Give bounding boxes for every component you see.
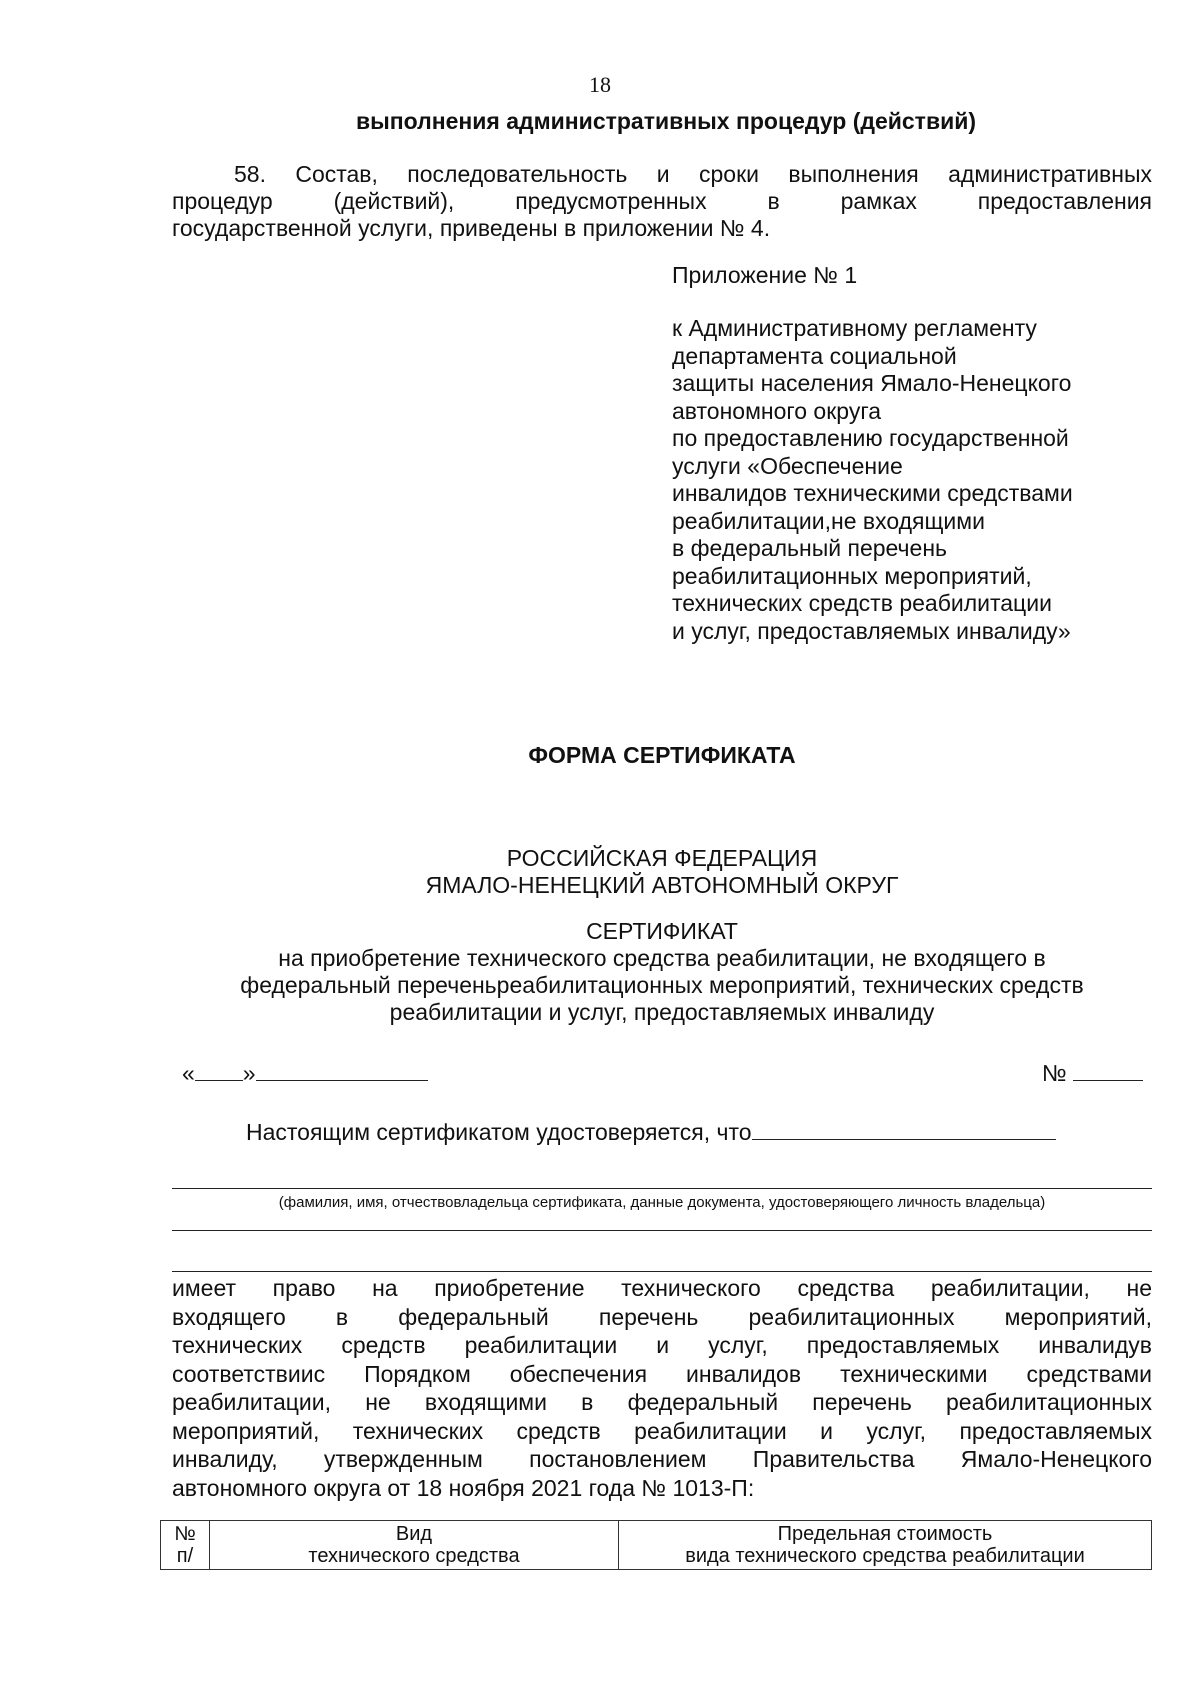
paragraph-line: 58. Состав, последовательность и сроки выполнения административных: [234, 161, 1152, 187]
close-quote: »: [242, 1060, 256, 1086]
owner-line-3: [172, 1271, 1152, 1272]
annex-line: автономного округа: [672, 397, 881, 424]
header-cell-line: Вид: [395, 1523, 433, 1545]
paragraph-line: реабилитации, не входящими в федеральный перечень реабилитационных: [172, 1389, 1152, 1415]
annex-line: услуги «Обеспечение: [672, 452, 903, 479]
open-quote: «: [182, 1060, 195, 1086]
section-heading: выполнения административных процедур (действий): [355, 108, 977, 134]
annex-line: технических средств реабилитации: [672, 590, 1052, 616]
owner-line-2: [172, 1230, 1152, 1231]
tsr-table: [160, 1520, 1152, 1570]
annex-line: реабилитационных мероприятий,: [672, 562, 1032, 589]
header-cell-line: технического средства: [308, 1545, 520, 1567]
annex-reference: [672, 315, 1073, 645]
paragraph-line: автономного округа от 18 ноября 2021 года № 1013-П:: [172, 1474, 755, 1501]
date-field: [182, 1058, 428, 1087]
annex-line: защиты населения Ямало-Ненецкого: [672, 370, 1072, 396]
certificate-subtitle: [172, 945, 1152, 1026]
rights-paragraph: [172, 1274, 1152, 1502]
paragraph-line: входящего в федеральный перечень реабилитационных мероприятий,: [172, 1303, 1152, 1330]
header-cell-max-cost: [619, 1521, 1152, 1570]
paragraph-line: имеет право на приобретение технического средства реабилитации, не: [172, 1275, 1152, 1301]
header-line: РОССИЙСКАЯ ФЕДЕРАЦИЯ: [506, 845, 818, 871]
paragraph-line: технических средств реабилитации и услуг, предоставляемых инвалидув: [172, 1332, 1152, 1358]
header-cell-line: вида технического средства реабилитации: [685, 1545, 1085, 1567]
number-blank: [1073, 1058, 1143, 1081]
certify-line: [246, 1117, 1056, 1146]
owner-blank: [752, 1117, 1056, 1140]
owner-line-1: [172, 1188, 1152, 1189]
annex-line: к Административному регламенту: [672, 315, 1037, 341]
annex-line: в федеральный перечень: [672, 535, 948, 561]
annex-line: инвалидов техническими средствами: [672, 480, 1073, 506]
page-number: 18: [589, 72, 611, 97]
subtitle-line: на приобретение технического средства реабилитации, не входящего в: [278, 945, 1046, 971]
day-blank: [195, 1058, 243, 1081]
header-cell-number: [161, 1521, 210, 1570]
certificate-title: СЕРТИФИКАТ: [586, 918, 738, 944]
subtitle-line: реабилитации и услуг, предоставляемых инвалиду: [389, 999, 935, 1025]
subtitle-line: федеральный переченьреабилитационных мероприятий, технических средств: [240, 972, 1084, 998]
paragraph-line: процедур (действий), предусмотренных в рамках предоставления: [172, 188, 1152, 214]
header-line: ЯМАЛО-НЕНЕЦКИЙ АВТОНОМНЫЙ ОКРУГ: [425, 872, 899, 898]
month-year-blank: [256, 1058, 428, 1081]
certificate-number-field: [1042, 1058, 1143, 1087]
paragraph-line: соответствиис Порядком обеспечения инвалидов техническими средствами: [172, 1360, 1152, 1387]
table-header-row: [161, 1521, 1152, 1570]
annex-title: Приложение № 1: [672, 262, 858, 288]
form-title: ФОРМА СЕРТИФИКАТА: [528, 742, 796, 768]
paragraph-line: мероприятий, технических средств реабилитации и услуг, предоставляемых: [172, 1417, 1152, 1444]
paragraph-line: инвалиду, утвержденным постановлением Правительства Ямало-Ненецкого: [172, 1446, 1152, 1472]
annex-line: и услуг, предоставляемых инвалиду»: [672, 617, 1071, 644]
annex-line: реабилитации,не входящими: [672, 507, 985, 534]
owner-caption: (фамилия, имя, отчествовладельца сертификата, данные документа, удостоверяющего личность владельца): [278, 1194, 1046, 1211]
annex-line: департамента социальной: [672, 342, 957, 369]
certify-text: Настоящим сертификатом удостоверяется, что: [246, 1119, 752, 1145]
header-cell-line: Предельная стоимость: [777, 1523, 993, 1545]
header-cell-line: №: [174, 1523, 196, 1545]
annex-line: по предоставлению государственной: [672, 425, 1069, 451]
header-cell-line: п/: [176, 1545, 194, 1567]
paragraph-58: [172, 161, 1152, 242]
country-header: [172, 845, 1152, 899]
header-cell-type: [210, 1521, 619, 1570]
number-label: №: [1042, 1060, 1067, 1086]
paragraph-line: государственной услуги, приведены в приложении № 4.: [172, 215, 771, 241]
